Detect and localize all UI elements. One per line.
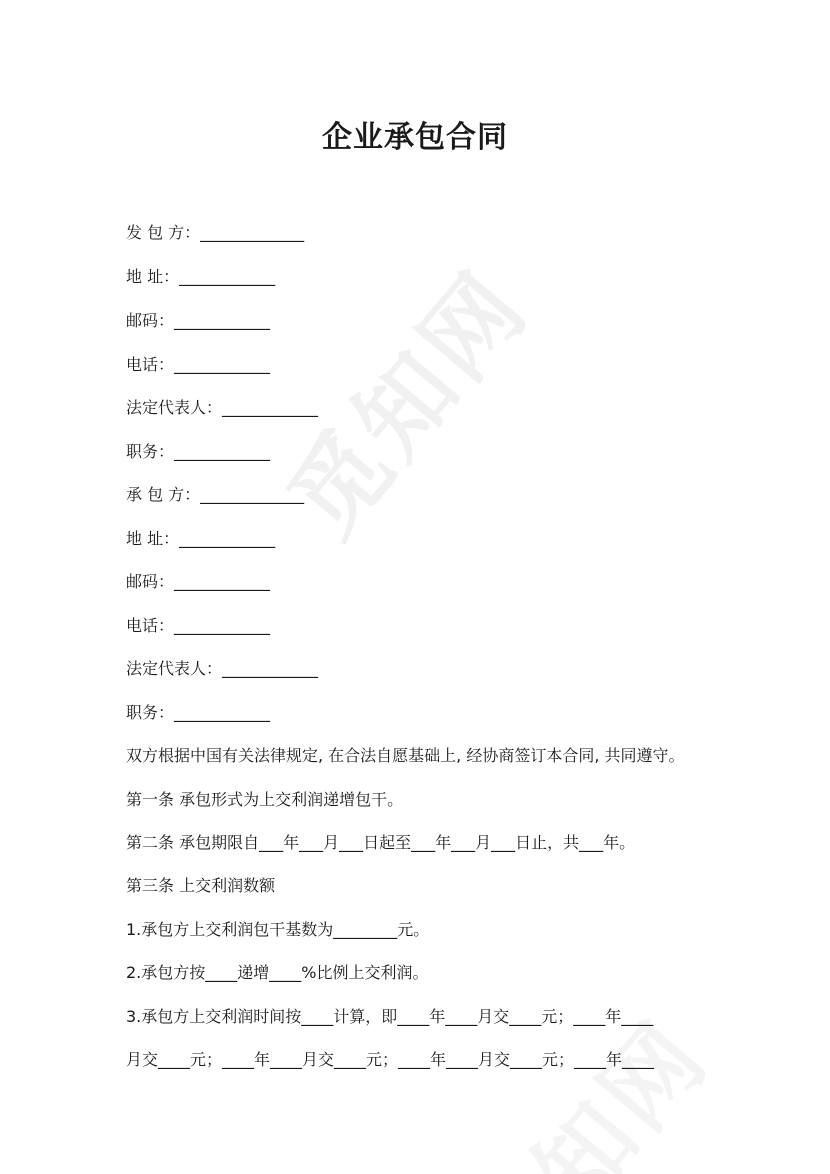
issuer-legal-rep-line: 法定代表人：____________ <box>126 398 319 417</box>
issuer-name-line: 发 包 方：_____________ <box>126 223 305 242</box>
contractor-legal-rep-line: 法定代表人：____________ <box>126 659 319 678</box>
issuer-address-line: 地 址：____________ <box>126 267 276 286</box>
article-3-item-3: 3.承包方上交利润时间按____计算，即____年____月交____元；____年____ <box>126 1007 654 1026</box>
document-title: 企业承包合同 <box>322 120 508 155</box>
article-3-item-2: 2.承包方按____递增____%比例上交利润。 <box>126 963 429 982</box>
article-3-item-3-continued: 月交____元；____年____月交____元；____年____月交____元；____年____ <box>126 1050 655 1069</box>
article-2: 第二条 承包期限自___年___月___日起至___年___月___日止，共___年。 <box>126 833 636 852</box>
article-3-item-1: 1.承包方上交利润包干基数为________元。 <box>126 920 430 939</box>
contractor-title-line: 职务：____________ <box>126 703 271 722</box>
preamble-paragraph: 双方根据中国有关法律规定, 在合法自愿基础上, 经协商签订本合同, 共同遵守。 <box>126 746 685 765</box>
article-1: 第一条 承包形式为上交利润递增包干。 <box>126 790 404 809</box>
issuer-postcode-line: 邮码：____________ <box>126 311 271 330</box>
issuer-phone-line: 电话：____________ <box>126 355 271 374</box>
article-3-heading: 第三条 上交利润数额 <box>126 876 276 895</box>
issuer-title-line: 职务：____________ <box>126 442 271 461</box>
contractor-name-line: 承 包 方：_____________ <box>126 485 305 504</box>
contractor-postcode-line: 邮码：____________ <box>126 572 271 591</box>
contractor-address-line: 地 址：____________ <box>126 529 276 548</box>
watermark: 觅知网 <box>267 250 550 557</box>
contractor-phone-line: 电话：____________ <box>126 616 271 635</box>
